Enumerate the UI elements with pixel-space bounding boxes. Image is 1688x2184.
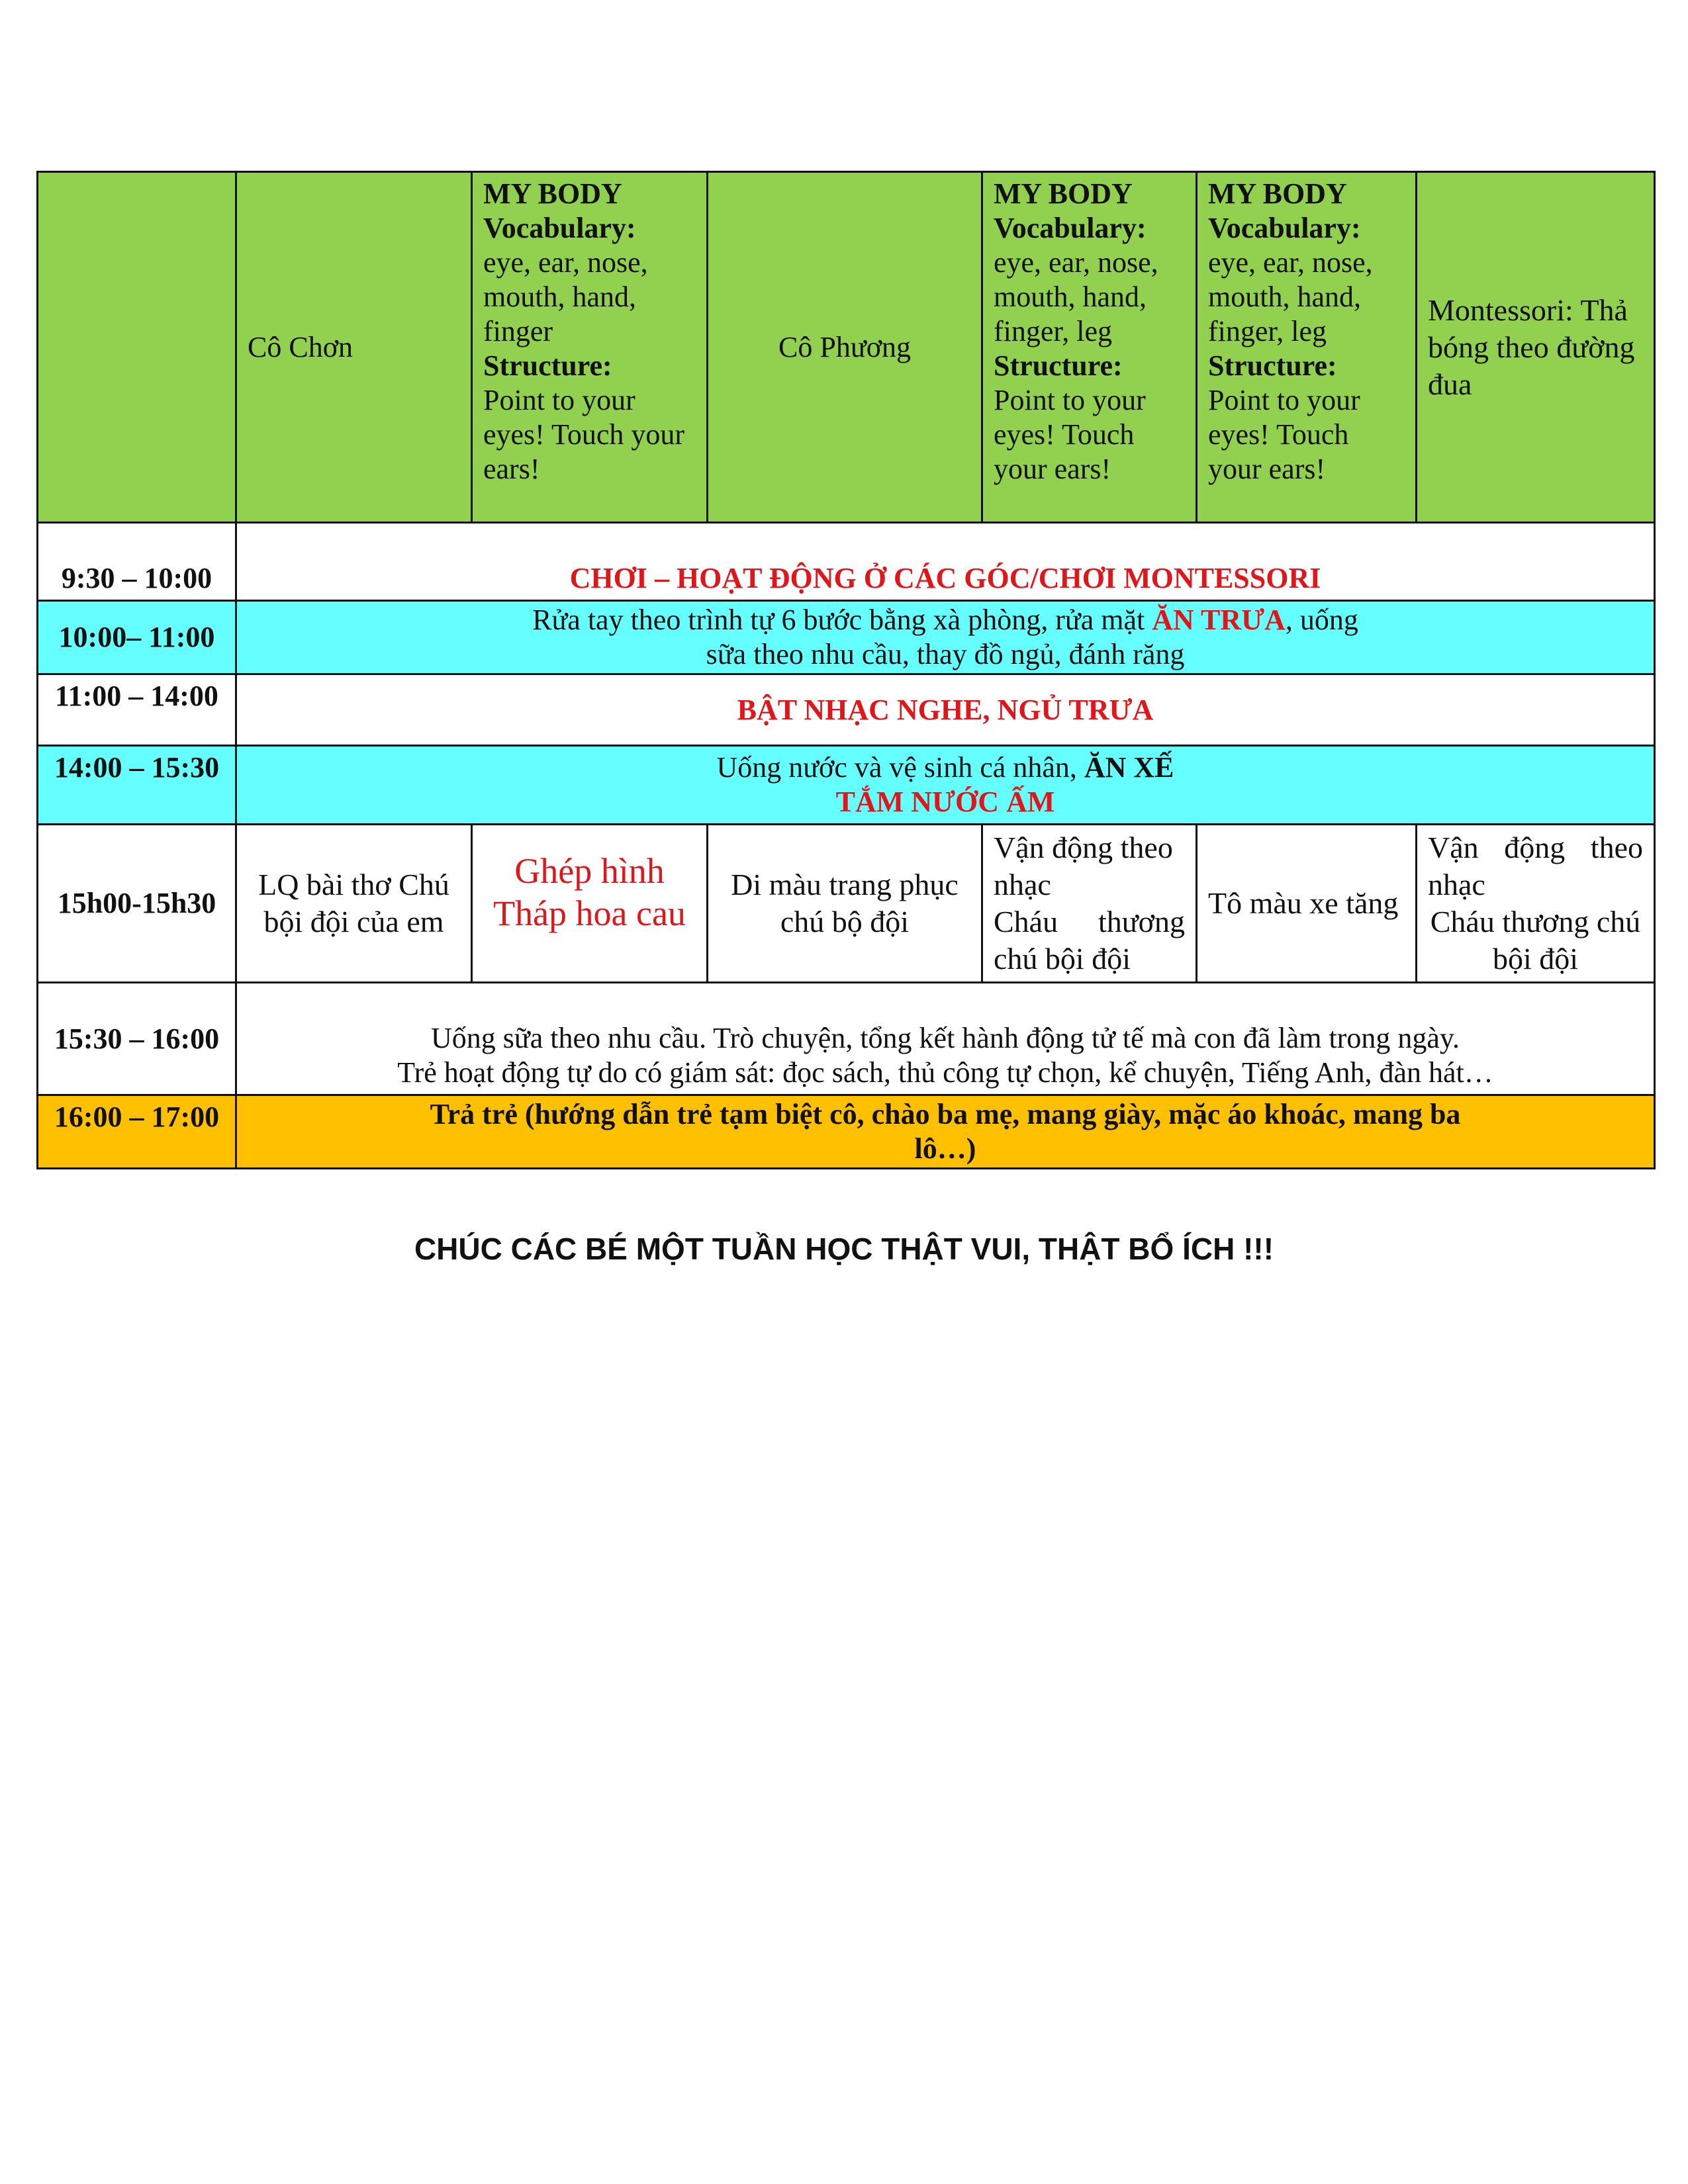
lesson-title: MY BODY xyxy=(994,177,1133,210)
schedule-row xyxy=(38,1095,1655,1169)
structure-label: Structure: xyxy=(994,349,1123,382)
vocab-list: eye, ear, nose, mouth, hand, finger xyxy=(483,246,648,347)
schedule-table xyxy=(36,171,1656,1169)
schedule-row xyxy=(38,746,1655,825)
activity-cell: Vận động theo nhạc Cháu thương chú bội đội xyxy=(1417,825,1655,983)
activity-cell: CHƠI – HOẠT ĐỘNG Ở CÁC GÓC/CHƠI MONTESSORI xyxy=(236,523,1655,601)
time-cell: 15:30 – 16:00 xyxy=(38,983,236,1095)
english-lesson-cell xyxy=(982,172,1197,523)
vocab-label: Vocabulary: xyxy=(483,212,636,244)
activity-cell: Vận động theo nhạc Cháu thương chú bội đội xyxy=(982,825,1197,983)
closing-message: CHÚC CÁC BÉ MỘT TUẦN HỌC THẬT VUI, THẬT BỔ ÍCH !!! xyxy=(414,1232,1274,1266)
structure-text: Point to your eyes! Touch your ears! xyxy=(1208,384,1360,485)
activity-cell: Di màu trang phục chú bộ đội xyxy=(708,825,982,983)
lesson-title: MY BODY xyxy=(483,177,622,210)
structure-text: Point to your eyes! Touch your ears! xyxy=(483,384,685,485)
time-cell: 9:30 – 10:00 xyxy=(38,523,236,601)
vocab-label: Vocabulary: xyxy=(994,212,1147,244)
schedule-row xyxy=(38,601,1655,674)
lesson-title: MY BODY xyxy=(1208,177,1347,210)
teacher-cell: Cô Chơn xyxy=(236,172,472,523)
schedule-row xyxy=(38,674,1655,746)
activity-cell: Uống sữa theo nhu cầu. Trò chuyện, tổng kết hành động tử tế mà con đã làm trong ngày. Trẻ hoạt động tự do có giám sát: đọc sách, thủ công tự chọn, kể chuyện, Tiếng Anh, đàn hát… xyxy=(236,983,1655,1095)
montessori-cell: Montessori: Thả bóng theo đường đua xyxy=(1417,172,1655,523)
vocab-list: eye, ear, nose, mouth, hand, finger, leg xyxy=(1208,246,1373,347)
time-cell: 16:00 – 17:00 xyxy=(38,1095,236,1169)
time-cell: 11:00 – 14:00 xyxy=(38,674,236,746)
english-lesson-cell xyxy=(1197,172,1417,523)
activity-cell: LQ bài thơ Chú bội đội của em xyxy=(236,825,472,983)
schedule-row xyxy=(38,983,1655,1095)
teacher-cell: Cô Phương xyxy=(708,172,982,523)
header-row xyxy=(38,172,1655,523)
schedule-row xyxy=(38,825,1655,983)
vocab-label: Vocabulary: xyxy=(1208,212,1361,244)
structure-text: Point to your eyes! Touch your ears! xyxy=(994,384,1146,485)
activity-cell: BẬT NHẠC NGHE, NGỦ TRƯA xyxy=(236,674,1655,746)
time-cell: 10:00– 11:00 xyxy=(38,601,236,674)
structure-label: Structure: xyxy=(1208,349,1337,382)
schedule-row xyxy=(38,523,1655,601)
activity-cell: Uống nước và vệ sinh cá nhân, ĂN XẾ TẮM NƯỚC ẤM xyxy=(236,746,1655,825)
structure-label: Structure: xyxy=(483,349,612,382)
activity-cell: Trả trẻ (hướng dẫn trẻ tạm biệt cô, chào ba mẹ, mang giày, mặc áo khoác, mang ba lô…) xyxy=(236,1095,1655,1169)
lunch-highlight: ĂN TRƯA xyxy=(1152,604,1286,636)
vocab-list: eye, ear, nose, mouth, hand, finger, leg xyxy=(994,246,1158,347)
english-lesson-cell xyxy=(472,172,708,523)
activity-cell: Ghép hình Tháp hoa cau xyxy=(472,825,708,983)
activity-cell: Rửa tay theo trình tự 6 bước bằng xà phòng, rửa mặt ĂN TRƯA, uống sữa theo nhu cầu, thay đồ ngủ, đánh răng xyxy=(236,601,1655,674)
time-header-cell xyxy=(38,172,236,523)
activity-cell: Tô màu xe tăng xyxy=(1197,825,1417,983)
time-cell: 14:00 – 15:30 xyxy=(38,746,236,825)
time-cell: 15h00-15h30 xyxy=(38,825,236,983)
